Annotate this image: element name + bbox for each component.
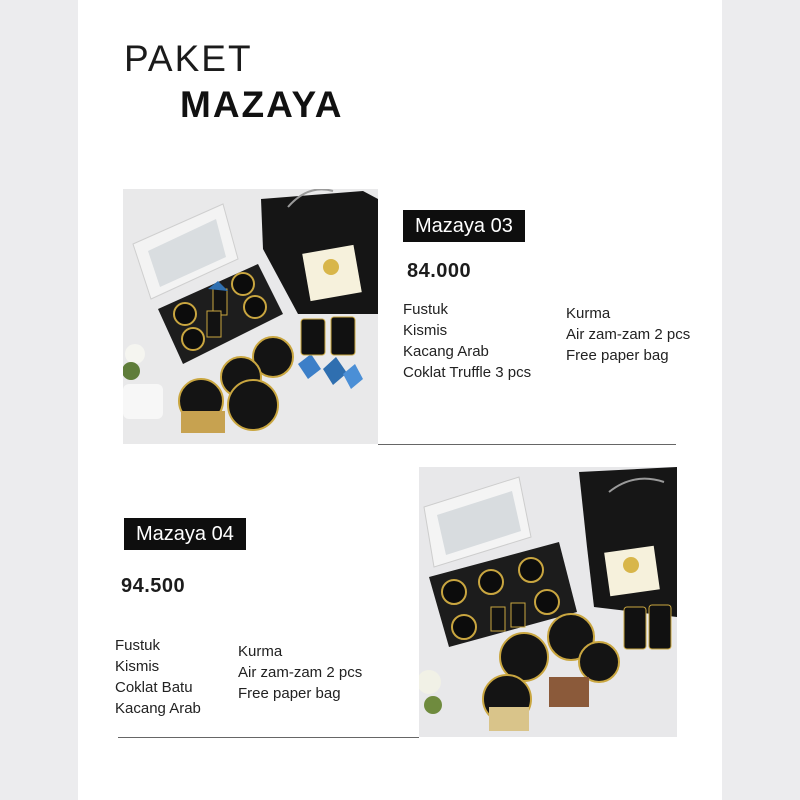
item-list-mazaya-03-col2 xyxy=(566,303,690,366)
list-item: Fustuk xyxy=(403,301,449,318)
page-title-line-2: MAZAYA xyxy=(180,84,344,125)
divider-line xyxy=(118,737,419,738)
list-item: Kismis xyxy=(403,322,448,339)
package-price-mazaya-04: 94.500 xyxy=(121,575,186,597)
list-item: Coklat Truffle 3 pcs xyxy=(403,364,532,381)
list-item: Air zam-zam 2 pcs xyxy=(238,664,363,681)
package-tag-mazaya-03: Mazaya 03 xyxy=(403,210,525,242)
item-list-mazaya-04-col2 xyxy=(238,641,362,704)
list-item: Kacang Arab xyxy=(403,343,489,360)
list-item: Coklat Batu xyxy=(115,679,193,696)
list-item: Kacang Arab xyxy=(115,700,201,717)
list-item: Kurma xyxy=(566,305,611,322)
list-item: Kurma xyxy=(238,643,283,660)
page-title-line-1: PAKET xyxy=(124,38,253,79)
product-photo-mazaya-04 xyxy=(419,467,677,737)
package-price-mazaya-03: 84.000 xyxy=(407,260,472,282)
item-list-mazaya-03-col1 xyxy=(403,299,531,383)
list-item: Fustuk xyxy=(115,637,161,654)
product-photo-mazaya-03 xyxy=(123,189,378,444)
list-item: Free paper bag xyxy=(566,347,669,364)
list-item: Air zam-zam 2 pcs xyxy=(566,326,691,343)
list-item: Free paper bag xyxy=(238,685,341,702)
divider-line xyxy=(378,444,676,445)
package-tag-mazaya-04: Mazaya 04 xyxy=(124,518,246,550)
item-list-mazaya-04-col1 xyxy=(115,635,201,719)
list-item: Kismis xyxy=(115,658,160,675)
